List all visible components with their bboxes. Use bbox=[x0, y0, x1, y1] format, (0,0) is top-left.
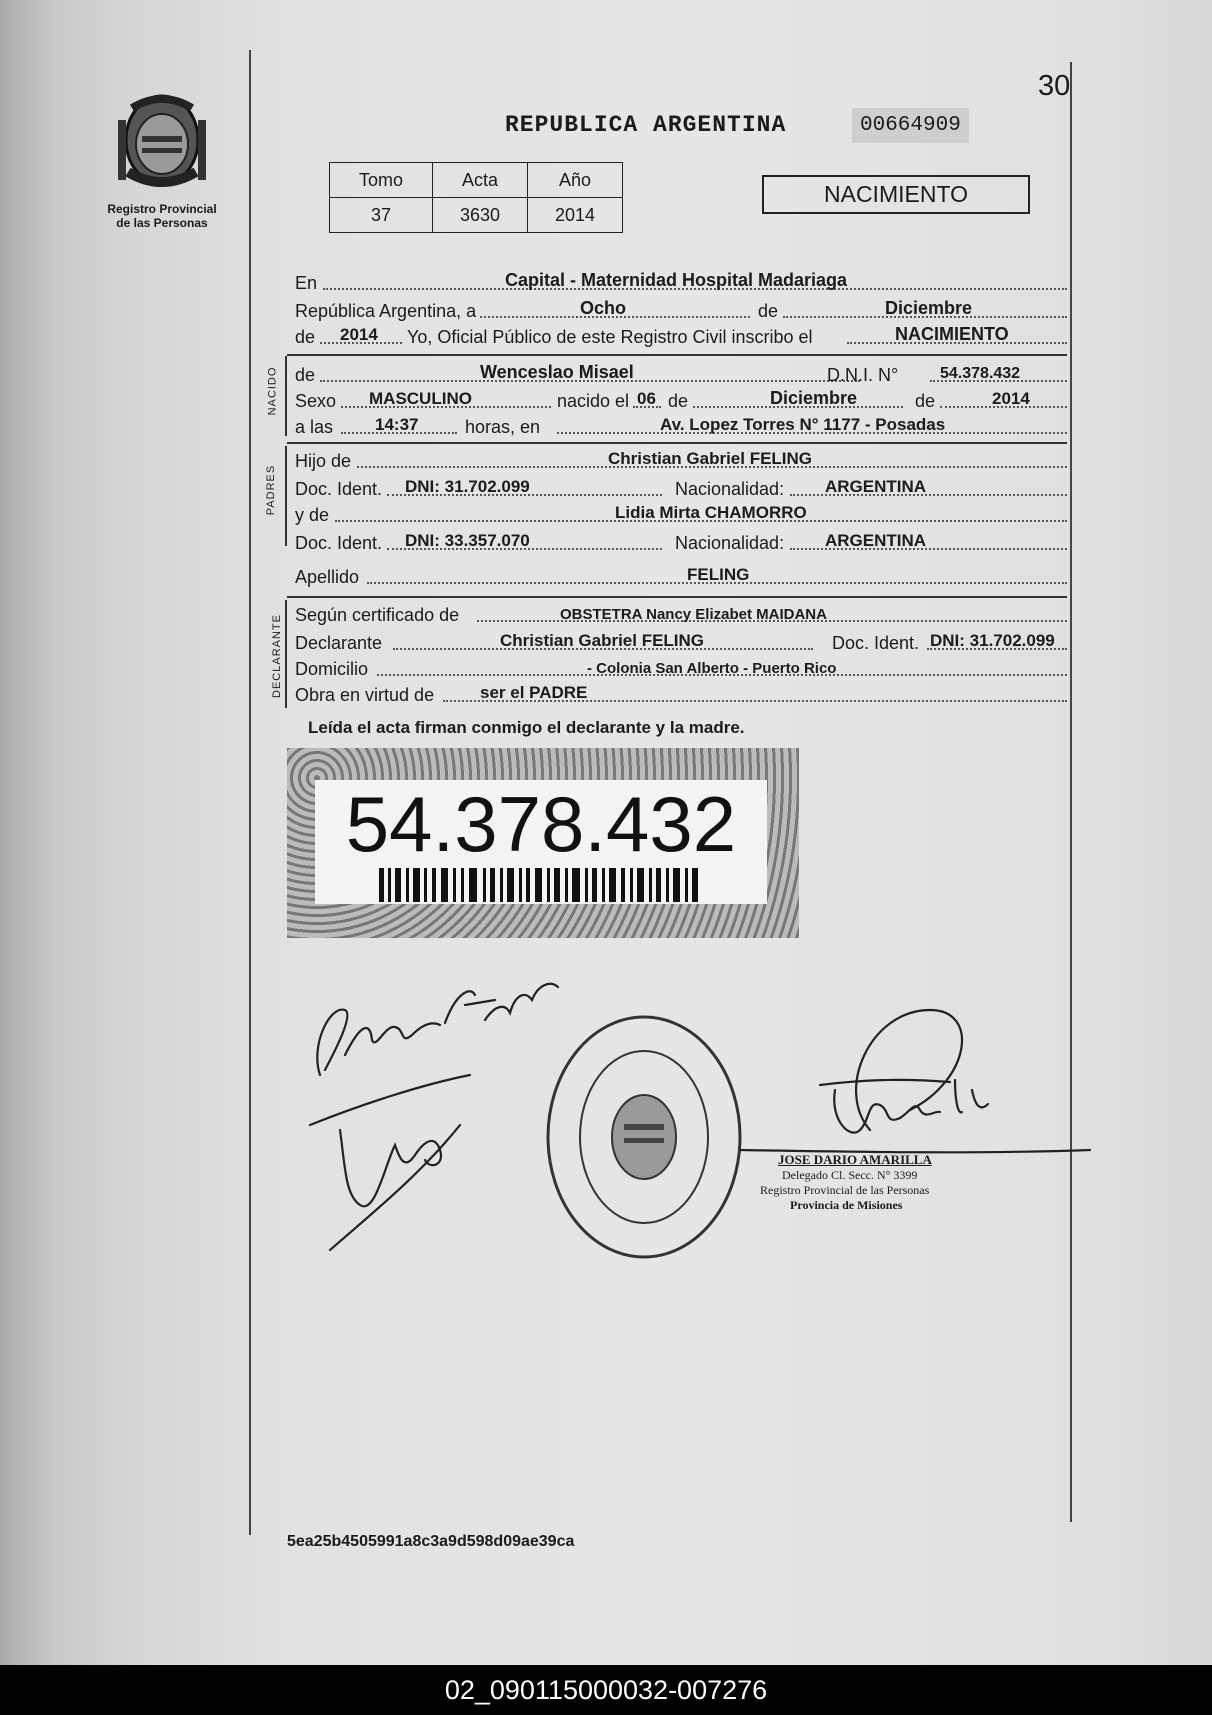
value-mother: Lidia Mirta CHAMORRO bbox=[615, 503, 807, 522]
value-event: NACIMIENTO bbox=[895, 324, 1009, 344]
label-certificado: Según certificado de bbox=[295, 605, 460, 625]
table-header-cell: Acta bbox=[433, 163, 528, 198]
label-mother-nat: Nacionalidad: bbox=[675, 533, 785, 553]
row-date bbox=[295, 296, 1067, 322]
label-mother-doc: Doc. Ident. bbox=[295, 533, 383, 553]
table-header-cell: Tomo bbox=[330, 163, 433, 198]
value-month: Diciembre bbox=[885, 298, 973, 318]
value-apellido: FELING bbox=[687, 565, 750, 584]
closing-statement: Leída el acta firman conmigo el declarante y la madre. bbox=[308, 718, 745, 737]
table-cell: 37 bbox=[330, 198, 433, 233]
official-stamp-icon bbox=[544, 1012, 744, 1262]
value-obra: ser el PADRE bbox=[480, 683, 588, 702]
label-horas: horas, en bbox=[465, 417, 541, 437]
scan-footer-id: 02_090115000032-007276 bbox=[0, 1665, 1212, 1715]
divider-nacido bbox=[287, 442, 1067, 444]
row-y-de bbox=[295, 500, 1067, 526]
label-sexo: Sexo bbox=[295, 391, 337, 411]
province-seal-icon bbox=[112, 90, 212, 200]
barcode-icon bbox=[379, 868, 703, 902]
label-obra: Obra en virtud de bbox=[295, 685, 435, 705]
label-father-nat: Nacionalidad: bbox=[675, 479, 785, 499]
divider-intro bbox=[287, 354, 1067, 356]
value-father-nat: ARGENTINA bbox=[825, 477, 927, 496]
row-domicilio bbox=[295, 654, 1067, 680]
label-de-birth-year: de bbox=[915, 391, 936, 411]
table-row bbox=[330, 198, 623, 233]
registry-caption-line1: Registro Provincial bbox=[107, 202, 217, 216]
page-number: 30 bbox=[1038, 70, 1071, 102]
official-name: JOSE DARIO AMARILLA bbox=[778, 1152, 932, 1167]
padres-bar bbox=[285, 446, 287, 546]
dni-sticker-label bbox=[315, 780, 767, 904]
row-sexo bbox=[295, 386, 1067, 412]
left-margin-line bbox=[249, 50, 251, 1535]
row-mother-doc bbox=[295, 528, 1067, 554]
registry-caption bbox=[92, 202, 232, 230]
official-stamp bbox=[544, 1012, 744, 1262]
label-dni: D.N.I. N° bbox=[827, 365, 899, 385]
label-de: de bbox=[758, 301, 779, 321]
row-apellido bbox=[295, 562, 1067, 588]
value-time: 14:37 bbox=[375, 415, 419, 434]
province-seal bbox=[112, 90, 212, 200]
serial-number: 00664909 bbox=[852, 108, 969, 143]
label-yo: Yo, Oficial Público de este Registro Civil inscribo el bbox=[407, 327, 813, 347]
dni-sticker bbox=[287, 748, 799, 938]
table-cell: 3630 bbox=[433, 198, 528, 233]
label-a-las: a las bbox=[295, 417, 334, 437]
label-de-month: de bbox=[668, 391, 689, 411]
value-birth-year: 2014 bbox=[992, 389, 1030, 408]
row-year bbox=[295, 322, 1067, 348]
record-type-box: NACIMIENTO bbox=[762, 175, 1030, 214]
label-de-name: de bbox=[295, 365, 316, 385]
label-declarante: Declarante bbox=[295, 633, 383, 653]
row-time bbox=[295, 412, 1067, 438]
value-certificado: OBSTETRA Nancy Elizabet MAIDANA bbox=[560, 606, 827, 623]
row-declarante bbox=[295, 628, 1067, 654]
value-mother-doc: DNI: 33.357.070 bbox=[405, 531, 530, 550]
label-en: En bbox=[295, 273, 318, 293]
registry-caption-line2: de las Personas bbox=[116, 216, 208, 230]
value-child-name: Wenceslao Misael bbox=[480, 362, 634, 382]
right-margin-line bbox=[1070, 62, 1072, 1522]
value-birth-day: 06 bbox=[637, 389, 656, 408]
value-declarante: Christian Gabriel FELING bbox=[500, 631, 705, 650]
section-label-declarante: DECLARANTE bbox=[270, 614, 283, 698]
label-domicilio: Domicilio bbox=[295, 659, 369, 679]
table-cell: 2014 bbox=[528, 198, 623, 233]
value-domicilio: - Colonia San Alberto - Puerto Rico bbox=[587, 660, 837, 677]
tomo-acta-ano-table bbox=[329, 162, 623, 233]
label-apellido: Apellido bbox=[295, 567, 360, 587]
value-father: Christian Gabriel FELING bbox=[608, 449, 813, 468]
row-nacido-name bbox=[295, 360, 1067, 386]
table-header-row bbox=[330, 163, 623, 198]
section-label-padres: PADRES bbox=[265, 464, 278, 516]
value-child-dni: 54.378.432 bbox=[940, 365, 1021, 382]
nacido-bar bbox=[285, 356, 287, 436]
value-father-doc: DNI: 31.702.099 bbox=[405, 477, 530, 496]
declarante-bar bbox=[285, 600, 287, 708]
dni-sticker-number: 54.378.432 bbox=[345, 780, 737, 868]
official-title: Delegado Cl. Secc. N° 3399 bbox=[782, 1168, 918, 1182]
value-birth-address: Av. Lopez Torres N° 1177 - Posadas bbox=[660, 415, 946, 434]
row-place bbox=[295, 268, 1067, 294]
official-org: Registro Provincial de las Personas bbox=[760, 1183, 930, 1197]
section-label-nacido: NACIDO bbox=[266, 366, 279, 416]
divider-apellido bbox=[287, 596, 1067, 598]
table-header-cell: Año bbox=[528, 163, 623, 198]
label-father-doc: Doc. Ident. bbox=[295, 479, 383, 499]
value-decl-doc: DNI: 31.702.099 bbox=[930, 631, 1055, 650]
label-nacido-el: nacido el bbox=[557, 391, 630, 411]
value-year: 2014 bbox=[340, 325, 378, 344]
label-decl-doc: Doc. Ident. bbox=[832, 633, 920, 653]
label-hijo-de: Hijo de bbox=[295, 451, 352, 471]
value-birth-month: Diciembre bbox=[770, 388, 858, 408]
label-de-year: de bbox=[295, 327, 316, 347]
official-province: Provincia de Misiones bbox=[790, 1198, 903, 1212]
label-republica: República Argentina, a bbox=[295, 301, 477, 321]
document-title: REPUBLICA ARGENTINA bbox=[505, 112, 787, 138]
official-signature bbox=[740, 1000, 1100, 1170]
value-mother-nat: ARGENTINA bbox=[825, 531, 927, 550]
row-certificado bbox=[295, 600, 1067, 626]
official-block bbox=[760, 1152, 1010, 1213]
document-hash: 5ea25b4505991a8c3a9d598d09ae39ca bbox=[287, 1533, 575, 1550]
value-sexo: MASCULINO bbox=[369, 389, 472, 408]
label-y-de: y de bbox=[295, 505, 330, 525]
row-father-doc bbox=[295, 474, 1067, 500]
value-place: Capital - Maternidad Hospital Madariaga bbox=[505, 270, 848, 290]
row-obra bbox=[295, 680, 1067, 706]
value-day: Ocho bbox=[580, 298, 627, 318]
row-hijo-de bbox=[295, 446, 1067, 472]
